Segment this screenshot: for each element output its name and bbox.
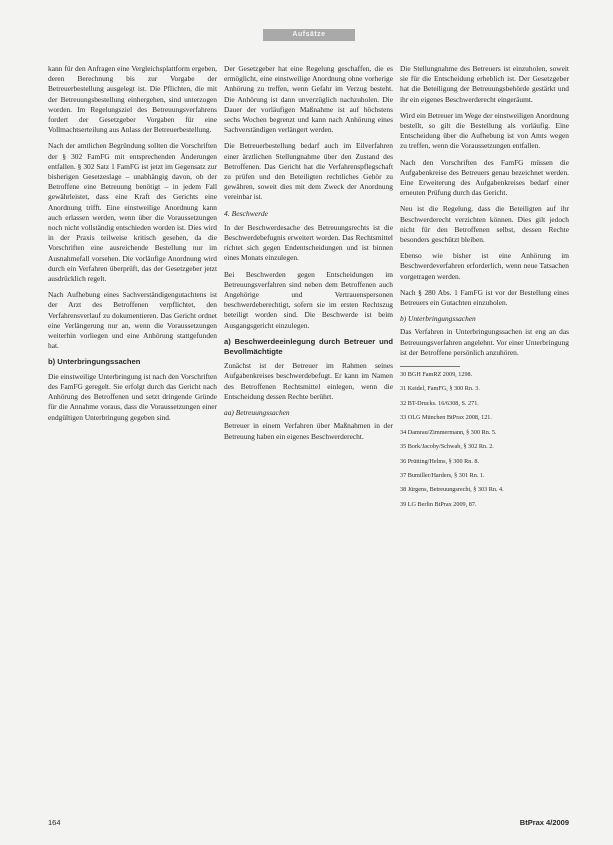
section-heading: b) Unterbringungssachen	[48, 357, 141, 367]
footnote: 30 BGH FamRZ 2009, 1298.	[400, 371, 473, 379]
paragraph: Nach Aufhebung eines Sachverständigengutachtens ist der Arzt des Betroffenen verpflichtet, den Verfahrensverlauf zu dokumentieren. Das Gericht ordnet eine Verlängerung nur an, wenn die Voraussetzungen weiterhin vorliegen und eine Anhörung stattgefunden hat.	[48, 290, 217, 351]
footnote: 35 Bork/Jacoby/Schwab, § 302 Rn. 2.	[400, 443, 494, 451]
paragraph: Neu ist die Regelung, dass die Beteiligten auf ihr Beschwerderecht verzichten können. Dies gilt jedoch nicht für den Betroffenen selbst, dessen Rechte besonders geschützt bleiben.	[400, 204, 569, 245]
footnote: 34 Damrau/Zimmermann, § 300 Rn. 5.	[400, 428, 497, 436]
footnote: 33 OLG München BtPrax 2008, 121.	[400, 414, 492, 422]
footnote: 37 Bumiller/Harders, § 301 Rn. 1.	[400, 471, 485, 479]
paragraph: kann für den Anfragen eine Vergleichsplattform ergeben, deren Berechnung bis zur Vorgabe der Betreuerbestellung ausgelegt ist. Die Pflichten, die mit der Betreuungsbestellung einhergehen, sind unterzogen worden. Im Regelungsziel des Betreuungsverfahrens fordert der Gesetzgeber Vorgaben für eine Vollmachtserteilung aus Anlass der Betreuerbestellung.	[48, 64, 217, 135]
page-footer	[48, 818, 569, 830]
text-column-3	[400, 64, 569, 812]
footnote: 36 Prütting/Helms, § 300 Rn. 8.	[400, 457, 480, 465]
paragraph: Betreuer in einem Verfahren über Maßnahmen in der Betreuung haben ein eigenes Beschwerderecht.	[224, 421, 393, 441]
text-column-2	[224, 64, 393, 812]
footnote: 39 LG Berlin BtPrax 2009, 87.	[400, 500, 477, 508]
paragraph: Das Verfahren in Unterbringungssachen ist eng an das Betreuungsverfahren angelehnt. Vor einer Unterbringung ist der Betroffene persönlich anzuhören.	[400, 327, 569, 357]
section-tab: Aufsätze	[263, 29, 355, 41]
footnotes	[400, 371, 569, 509]
journal-issue: BtPrax 4/2009	[519, 818, 569, 827]
paragraph: Zunächst ist der Betreuer im Rahmen seines Aufgabenkreises beschwerdebefugt. Er kann im Namen des Betroffenen Rechtsmittel einlegen, wenn die Entscheidung dessen Rechte berührt.	[224, 361, 393, 401]
section-heading: 4. Beschwerde	[224, 208, 269, 218]
paragraph: Die Betreuerbestellung bedarf auch im Eilverfahren einer ärztlichen Stellungnahme über den Zustand des Betroffenen. Das Gericht hat die Verfahrenspflegschaft zu prüfen und den Beteiligten rechtliches Gehör zu gewähren, soweit dies mit dem Zweck der Anordnung vereinbar ist.	[224, 141, 393, 202]
paragraph: Nach der amtlichen Begründung sollten die Vorschriften der § 302 FamFG mit entsprechenden Änderungen entfallen. § 302 Satz 1 FamFG ist jetzt im Gegensatz zur bisherigen Gesetzeslage – unabhängig davon, ob der Betroffene eine Betreuung benötigt – in jedem Fall gewährleistet, dass eine Kraft des Gerichts eine Anordnung trifft. Eine einstweilige Anordnung kann auch erlassen werden, wenn über die Voraussetzungen noch nicht vollständig entschieden worden ist. Dies wird in der Praxis teilweise kritisch gesehen, da die Vorschriften eine ausreichende Bestellung nur im Ausnahmefall vorsehen. Die vorläufige Anordnung wird durch ein Verfahren überprüft, das der Gesetzgeber jetzt ausdrücklich regelt.	[48, 141, 217, 284]
paragraph: Ebenso wie bisher ist eine Anhörung im Beschwerdeverfahren erforderlich, wenn neue Tatsachen vorgetragen werden.	[400, 251, 569, 281]
subsection-heading: aa) Betreuungssachen	[224, 408, 290, 418]
footnote: 31 Keidel, FamFG, § 300 Rn. 3.	[400, 385, 480, 393]
subsection-heading: b) Unterbringungssachen	[400, 314, 476, 324]
paragraph: Die Stellungnahme des Betreuers ist einzuholen, soweit sie für die Entscheidung erheblich ist. Der Gesetzgeber hat die Beteiligung der Betreuungsbehörde gestärkt und ihr ein eigenes Beschwerderecht eingeräumt.	[400, 64, 569, 104]
section-heading: a) Beschwerdeeinlegung durch Betreuer und Bevollmächtigte	[224, 336, 393, 357]
page-number: 164	[48, 818, 61, 827]
text-column-1	[48, 64, 217, 812]
paragraph: Wird ein Betreuer im Wege der einstweiligen Anordnung bestellt, so gilt die Bestellung als vorläufig. Eine Entscheidung über die Aufhebung ist von Amts wegen zu treffen, wenn die Voraussetzungen entfallen.	[400, 110, 569, 151]
paragraph: In der Beschwerdesache des Betreuungsrechts ist die Beschwerdebefugnis erweitert worden. Das Rechtsmittel richtet sich gegen Endentscheidungen und ist binnen eines Monats einzulegen.	[224, 222, 393, 263]
paragraph: Nach den Vorschriften des FamFG müssen die Aufgabenkreise des Betreuers genau bezeichnet werden. Eine Erweiterung des Aufgabenkreises bedarf einer erneuten Prüfung durch das Gericht.	[400, 157, 569, 198]
footnote-divider	[400, 366, 460, 367]
paragraph: Bei Beschwerden gegen Entscheidungen im Betreuungsverfahren sind neben dem Betroffenen auch Angehörige und Vertrauenspersonen beschwerdeberechtigt, sofern sie im ersten Rechtszug beteiligt worden sind. Die Beschwerde ist beim Ausgangsgericht einzulegen.	[224, 269, 393, 330]
paragraph: Nach § 280 Abs. 1 FamFG ist vor der Bestellung eines Betreuers ein Gutachten einzuholen.	[400, 287, 569, 308]
paragraph: Der Gesetzgeber hat eine Regelung geschaffen, die es ermöglicht, eine einstweilige Anordnung ohne vorherige Anhörung zu treffen, wenn Gefahr im Verzug besteht. Die Anhörung ist dann unverzüglich nachzuholen. Die Dauer der vorläufigen Maßnahme ist auf höchstens sechs Wochen begrenzt und kann nach Anhörung eines Sachverständigen verlängert werden.	[224, 64, 393, 135]
footnote: 38 Jürgens, Betreuungsrecht, § 303 Rn. 4.	[400, 486, 504, 494]
paragraph: Die einstweilige Unterbringung ist nach den Vorschriften des FamFG geregelt. Sie erfolgt durch das Gericht nach Anhörung des Betroffenen und setzt dringende Gründe für die Annahme voraus, dass die Voraussetzungen einer endgültigen Unterbringung gegeben sind.	[48, 371, 217, 422]
footnote: 32 BT-Drucks. 16/6308, S. 271.	[400, 399, 479, 407]
